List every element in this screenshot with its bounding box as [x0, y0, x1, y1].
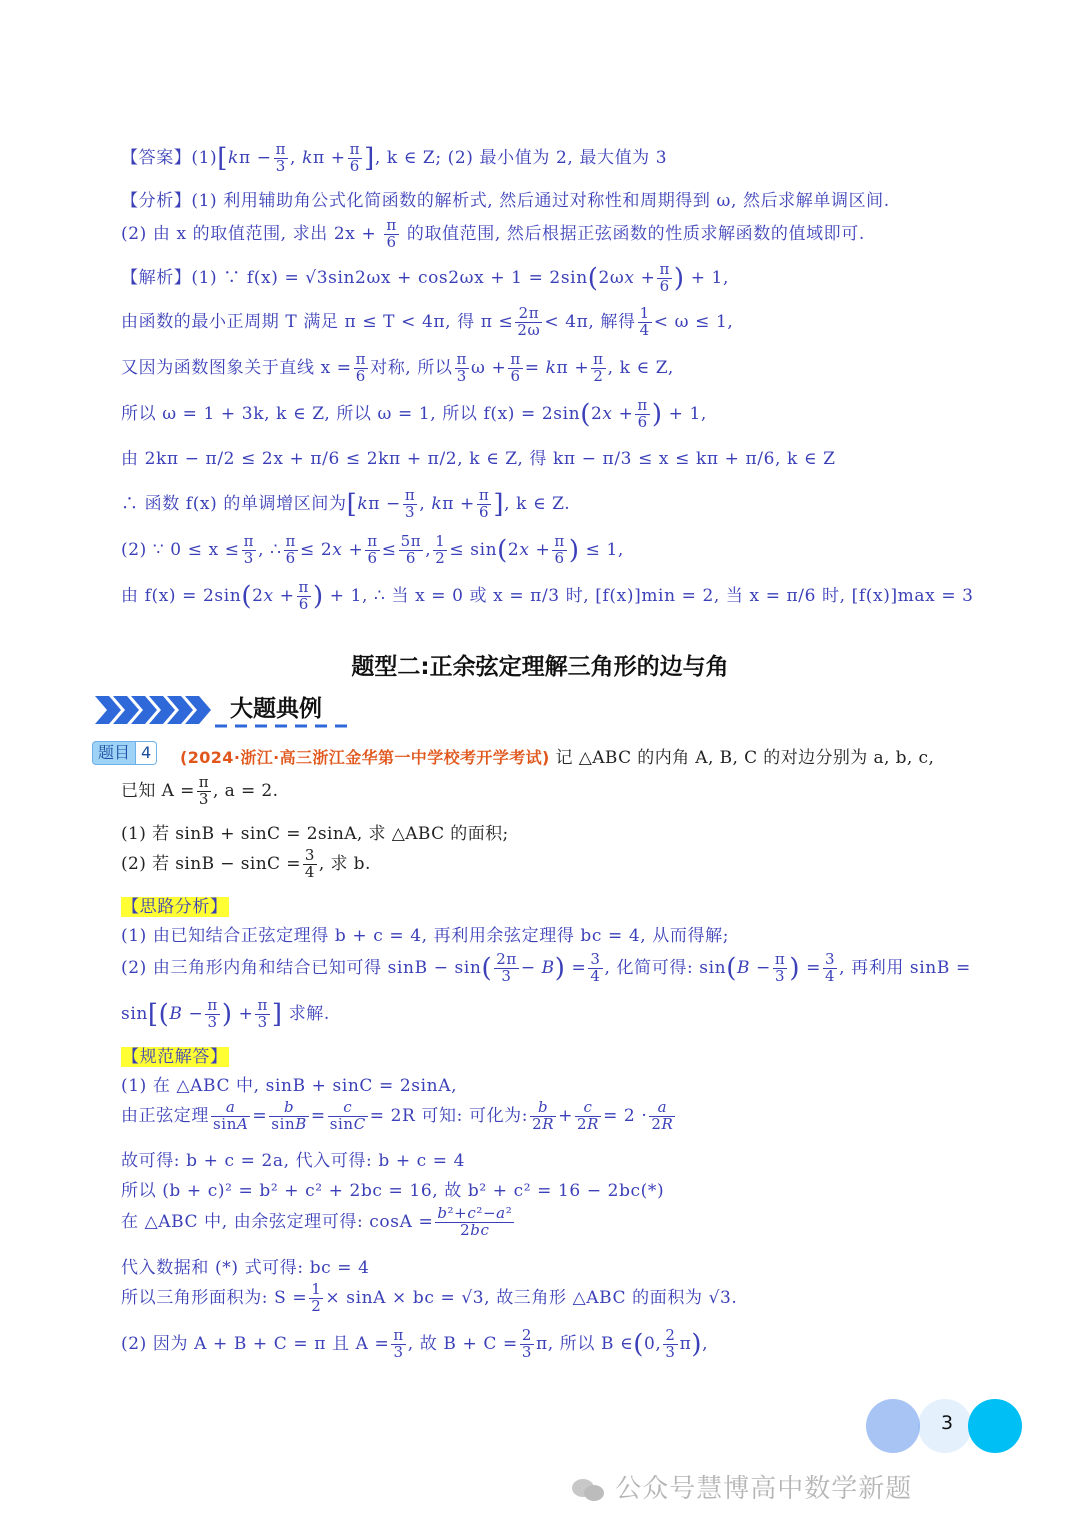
standard-l8-mid: , 故 B + C =: [407, 1333, 518, 1354]
solution-l2-tail: < ω ≤ 1,: [653, 311, 734, 332]
standard-l7-tail: × sinA × bc = √3, 故三角形 △ABC 的面积为 √3.: [325, 1287, 738, 1308]
answer-line: 【答案】(1)[kπ − $\frac{\pi}{3}$ , kπ + $\frac{\pi}{6}$ ], k ∈ Z; (2) 最小值为 2, 最大值为 3: [121, 140, 668, 175]
wechat-icon: [572, 1477, 606, 1503]
standard-line-3: 故可得: b + c = 2a, 代入可得: b + c = 4: [121, 1151, 466, 1171]
solution-line-2: 由函数的最小正周期 T 满足 π ≤ T < 4π, 得 π ≤ $\frac{2\pi}{2\omega}$ < 4π, 解得 $\frac{1}{4}$ < ω ≤ 1,: [121, 304, 734, 339]
question-part-2-tail: , 求 b.: [318, 853, 371, 874]
question-stem-2-head: 已知 A =: [121, 780, 195, 801]
question-number: 4: [136, 741, 157, 765]
analysis-text-1: (1) 利用辅助角公式化简函数的解析式, 然后通过对称性和周期得到 ω, 然后求解单调区间.: [191, 191, 890, 211]
question-stem-line-1: [180, 743, 934, 768]
standard-line-4: 所以 (b + c)² = b² + c² + 2bc = 16, 故 b² + c² = 16 − 2bc(*): [121, 1181, 665, 1201]
solution-l8-tail: + 1, ∴ 当 x = 0 或 x = π/3 时, [f(x)]min = 2, 当 x = π/6 时, [f(x)]max = 3: [329, 585, 974, 606]
solution-l5: 由 2kπ − π/2 ≤ 2x + π/6 ≤ 2kπ + π/2, k ∈ Z, 得 kπ − π/3 ≤ x ≤ kπ + π/6, k ∈ Z: [121, 449, 836, 469]
solution-l1-head: (1) ∵ f(x) = √3sin2ωx + cos2ωx + 1 = 2sin: [191, 267, 588, 288]
solution-l1-tail: + 1,: [690, 267, 729, 288]
standard-line-7: 所以三角形面积为: S = $\frac{1}{2}$ × sinA × bc = √3, 故三角形 △ABC 的面积为 √3.: [121, 1280, 738, 1315]
question-stem-1: 记 △ABC 的内角 A, B, C 的对边分别为 a, b, c,: [555, 748, 935, 768]
standard-line-2: 由正弦定理 $\frac{a}{\sin A}$ = $\frac{b}{\sin B}$ = $\frac{c}{\sin C}$ = 2R 可知: 可化为: $\frac{b}{2R}$ + $\frac{c}{2R}$ = 2 · $\frac{a}{2R}$: [121, 1098, 674, 1133]
thinking-l3-tail: 求解.: [288, 1003, 330, 1024]
circle-right-icon: [968, 1399, 1022, 1453]
solution-l6-tail: , k ∈ Z.: [504, 493, 571, 514]
question-source: (2024·浙江·高三浙江金华第一中学校考开学考试): [180, 748, 550, 767]
thinking-line-1: (1) 由已知结合正弦定理得 b + c = 4, 再利用余弦定理得 bc = 4, 从而得解;: [121, 926, 730, 946]
standard-l8-head: (2) 因为 A + B + C = π 且 A =: [121, 1333, 390, 1354]
standard-line-5: 在 △ABC 中, 由余弦定理可得: cosA = $\frac{\text{b²+c²−a²}}{2bc}$: [121, 1204, 513, 1239]
question-label: 题目: [92, 741, 136, 765]
watermark-text: 公众号慧博高中数学新题: [615, 1474, 913, 1504]
answer-tag: 【答案】: [121, 147, 192, 168]
solution-l2-mid: < 4π, 解得: [544, 311, 636, 332]
standard-tag-line: [121, 1042, 229, 1067]
standard-l2-head: 由正弦定理: [121, 1105, 209, 1126]
question-stem-line-2: 已知 A = $\frac{\pi}{3}$ , a = 2.: [121, 773, 279, 808]
circle-left-icon: [866, 1399, 920, 1453]
thinking-l2-head: (2) 由三角形内角和结合已知可得 sinB − sin: [121, 957, 482, 978]
thinking-l2-tail: , 再利用 sinB =: [839, 957, 971, 978]
solution-l4-tail: + 1,: [668, 403, 707, 424]
analysis-line-1: [121, 186, 890, 211]
thinking-tag: 【思路分析】: [122, 897, 228, 917]
solution-l4-head: 所以 ω = 1 + 3k, k ∈ Z, 所以 ω = 1, 所以 f(x) = 2sin: [121, 403, 581, 424]
thinking-line-2: (2) 由三角形内角和结合已知可得 sinB − sin( $\frac{2\pi}{3}$ − B) = $\frac{3}{4}$ , 化简可得: sin(B − $\frac{\pi}{3}$ ) = $\frac{3}{4}$ , 再利用 sinB =: [121, 950, 971, 985]
solution-l7-head: (2) ∵ 0 ≤ x ≤: [121, 539, 240, 560]
solution-line-5: [121, 444, 836, 469]
thinking-l2-mid: , 化简可得: sin: [604, 957, 727, 978]
question-stem-2-tail: , a = 2.: [213, 780, 279, 801]
solution-line-8: 由 f(x) = 2sin(2x + $\frac{\pi}{6}$ ) + 1, ∴ 当 x = 0 或 x = π/3 时, [f(x)]min = 2, 当 x = π/6 时, [f(x)]max = 3: [121, 578, 974, 613]
standard-l5-head: 在 △ABC 中, 由余弦定理可得: cosA =: [121, 1211, 434, 1232]
solution-l8-head: 由 f(x) = 2sin: [121, 585, 242, 606]
solution-line-6: ∴ 函数 f(x) 的单调增区间为[kπ − $\frac{\pi}{3}$ , kπ + $\frac{\pi}{6}$ ], k ∈ Z.: [121, 486, 571, 521]
analysis-tag: 【分析】: [121, 191, 192, 211]
standard-l2-mid: = 2R 可知: 可化为:: [369, 1105, 529, 1126]
solution-l6-head: ∴ 函数 f(x) 的单调增区间为: [121, 493, 347, 514]
solution-tag: 【解析】: [121, 267, 192, 288]
solution-l3-tail: , k ∈ Z,: [607, 357, 674, 378]
banner-title: 大题典例: [230, 696, 322, 722]
standard-line-1: (1) 在 △ABC 中, sinB + sinC = 2sinA,: [121, 1076, 458, 1096]
solution-line-7: (2) ∵ 0 ≤ x ≤ $\frac{\pi}{3}$ , ∴ $\frac{\pi}{6}$ ≤ 2x + $\frac{\pi}{6}$ ≤ $\frac{5\pi}{6}$ , $\frac{1}{2}$ ≤ sin(2x + $\frac{\pi}{6}$ ) ≤ 1,: [121, 532, 624, 567]
answer-tail: , k ∈ Z; (2) 最小值为 2, 最大值为 3: [374, 147, 668, 168]
thinking-line-3: sin[(B − $\frac{\pi}{3}$ ) + $\frac{\pi}{3}$ ] 求解.: [121, 996, 330, 1031]
page-number: 3: [940, 1412, 954, 1434]
analysis-text-2-head: (2) 由 x 的取值范围, 求出 2x +: [121, 223, 377, 244]
standard-line-8: (2) 因为 A + B + C = π 且 A = $\frac{\pi}{3}$ , 故 B + C = $\frac{2}{3}$ π, 所以 B ∈(0, $\frac{2}{3}$ π),: [121, 1326, 709, 1361]
question-part-1: (1) 若 sinB + sinC = 2sinA, 求 △ABC 的面积;: [121, 824, 509, 844]
section-title: 题型二:正余弦定理解三角形的边与角: [351, 654, 729, 680]
answer-part1-prefix: (1): [191, 147, 218, 168]
standard-l7-head: 所以三角形面积为: S =: [121, 1287, 308, 1308]
question-badge: [92, 741, 157, 765]
solution-l3-head: 又因为函数图象关于直线 x =: [121, 357, 352, 378]
standard-tag: 【规范解答】: [122, 1047, 228, 1067]
solution-line-3: 又因为函数图象关于直线 x = $\frac{\pi}{6}$ 对称, 所以 $\frac{\pi}{3}$ ω + $\frac{\pi}{6}$ = kπ + $\frac{\pi}{2}$ , k ∈ Z,: [121, 350, 674, 385]
standard-l8-tail: π, 所以 B ∈: [535, 1333, 634, 1354]
thinking-tag-line: [121, 892, 229, 917]
question-part-2-head: (2) 若 sinB − sinC =: [121, 853, 301, 874]
question-part-2: (2) 若 sinB − sinC = $\frac{3}{4}$ , 求 b.: [121, 846, 371, 881]
solution-l3-mid: 对称, 所以: [370, 357, 453, 378]
solution-line-4: 所以 ω = 1 + 3k, k ∈ Z, 所以 ω = 1, 所以 f(x) = 2sin(2x + $\frac{\pi}{6}$ ) + 1,: [121, 396, 707, 431]
analysis-line-2: (2) 由 x 的取值范围, 求出 2x + $\frac{\pi}{6}$ 的取值范围, 然后根据正弦函数的性质求解函数的值域即可.: [121, 216, 865, 251]
watermark: [572, 1468, 912, 1505]
solution-l2-head: 由函数的最小正周期 T 满足 π ≤ T < 4π, 得 π ≤: [121, 311, 514, 332]
solution-line-1: 【解析】(1) ∵ f(x) = √3sin2ωx + cos2ωx + 1 = 2sin(2ωx + $\frac{\pi}{6}$ ) + 1,: [121, 260, 729, 295]
analysis-text-2-tail: 的取值范围, 然后根据正弦函数的性质求解函数的值域即可.: [406, 223, 865, 244]
standard-line-6: 代入数据和 (*) 式可得: bc = 4: [121, 1258, 370, 1278]
